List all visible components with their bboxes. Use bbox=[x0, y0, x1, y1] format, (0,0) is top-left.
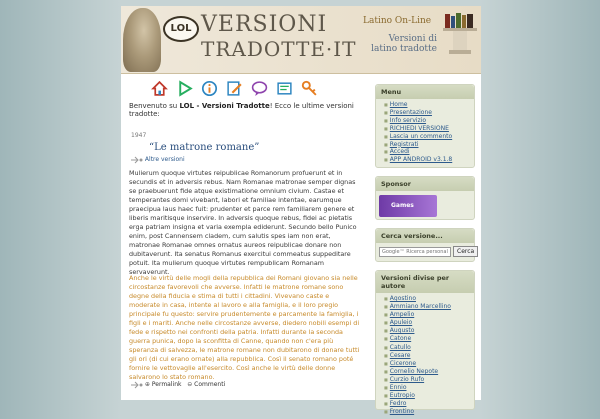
author-item[interactable]: ■ Cesare bbox=[384, 352, 470, 360]
document-icon[interactable] bbox=[276, 80, 293, 97]
post-number: 1947 bbox=[131, 132, 147, 139]
menu-item-commento[interactable]: ■ Lascia un commento bbox=[384, 133, 470, 141]
search-row bbox=[376, 243, 474, 260]
menu-item-registrati[interactable]: ■ Registrati bbox=[384, 141, 470, 149]
permalink-icon: ⊕ bbox=[144, 381, 150, 388]
search-button[interactable]: Cerca bbox=[453, 246, 478, 257]
post-footer bbox=[131, 381, 225, 388]
author-item[interactable]: ■ Agostino bbox=[384, 295, 470, 303]
comments-link[interactable]: Commenti bbox=[194, 381, 226, 388]
tagline-line2: latino tradotte bbox=[371, 44, 437, 54]
nav-icon-bar bbox=[151, 80, 318, 98]
menu-list bbox=[376, 99, 474, 167]
lol-logo-badge[interactable]: LOL bbox=[163, 16, 199, 42]
author-item[interactable]: ■ Augusto bbox=[384, 327, 470, 335]
sponsor-title: Sponsor bbox=[376, 177, 474, 191]
author-item[interactable]: ■ Ammiano Marcellino bbox=[384, 303, 470, 311]
menu-item-accedi[interactable]: ■ Accedi bbox=[384, 148, 470, 156]
site-title-line1[interactable]: VERSIONI bbox=[201, 12, 328, 37]
bust-image bbox=[123, 8, 161, 72]
menu-item-home[interactable]: ■ Home bbox=[384, 101, 470, 109]
author-item[interactable]: ■ Cornelio Nepote bbox=[384, 368, 470, 376]
chat-icon[interactable] bbox=[251, 80, 268, 97]
latin-text: Mulierum quoque virtutes reipublicae Romanorum profuerunt et in secundis et in adversis rebus. Nam Romanae matronae semper dignas se praebuerunt fide atque existimatione omnium civium. Castae et temperantes domi vivebant, labori et familiae intentae, earumque praecipua laus haec fuit: prudenter et parce rem familiarem genere et liberis maritisque inservire. In adversis quoque rebus, fidei ac pietatis erga patriam insigna et varia exempla ediderunt. Secundo bello Punico enim, post Cannensem cladem, cum salutis spes iam non erat, matronae Romanae omnes ornatus aureos reipublicae donare non dubitaverunt. Ita senatus Romanus exercitui commeatus suppeditare potuit. Ita mulierum quoque virtutes rempublicam Romanam servaverunt. bbox=[129, 169, 357, 276]
authors-box bbox=[375, 270, 475, 416]
authors-title: Versioni divise per autore bbox=[376, 271, 474, 293]
post-category-line bbox=[131, 156, 185, 163]
books-column-icon bbox=[443, 12, 477, 54]
site-header bbox=[121, 6, 481, 74]
welcome-message bbox=[129, 102, 361, 118]
author-item[interactable]: ■ Curzio Rufo bbox=[384, 376, 470, 384]
post-category-link[interactable]: Altre versioni bbox=[144, 156, 185, 163]
welcome-suffix: ! Ecco le ultime versioni tradotte: bbox=[129, 102, 354, 118]
welcome-prefix: Benvenuto su bbox=[129, 102, 180, 110]
menu-item-richiedi[interactable]: ■ RICHIEDI VERSIONE bbox=[384, 125, 470, 133]
authors-list bbox=[376, 293, 474, 419]
site-title-line2[interactable]: TRADOTTE·IT bbox=[201, 37, 357, 61]
games-banner[interactable]: Games bbox=[379, 195, 437, 217]
menu-title: Menu bbox=[376, 85, 474, 99]
post-title[interactable]: “Le matrone romane” bbox=[149, 142, 260, 153]
menu-item-app[interactable]: ■ APP ANDROID v3.1.8 bbox=[384, 156, 470, 164]
author-item[interactable]: ■ Frontino bbox=[384, 408, 470, 416]
author-item[interactable]: ■ Apuleio bbox=[384, 319, 470, 327]
page bbox=[121, 6, 481, 416]
author-item[interactable]: ■ Eutropio bbox=[384, 392, 470, 400]
welcome-site-name: LOL - Versioni Tradotte bbox=[179, 102, 270, 110]
search-box bbox=[375, 228, 475, 262]
search-title: Cerca versione... bbox=[376, 229, 474, 243]
author-item[interactable]: ■ Ampelio bbox=[384, 311, 470, 319]
menu-box bbox=[375, 84, 475, 168]
author-item[interactable]: ■ Catullo bbox=[384, 344, 470, 352]
italian-translation: Anche le virtù delle mogli della repubblica dei Romani giovano sia nelle circostanze favorevoli che avverse. Infatti le matrone romane sono degne della fiducia e stima di tutti i cittadini. Vivevano caste e moderate in casa, intente al lavoro e alla famiglia, e il loro pregio principale fu questo: servire prudentemente e parcamente la famiglia, i figli e i mariti. Anche nelle circostanze avverse, diedero nobili esempi di fede e rispetto nei confronti della patria. Infatti durante la seconda guerra punica, dopo la sconfitta di Canne, quando non c'era più speranza di salvezza, le matrone romane non dubitarono di donare tutti gli ori (di cui erano ornate) alla repubblica. Così il senato romano poté fornire le vettovaglie all'esercito. Così anche le virtù delle donne salvarono lo stato romano. bbox=[129, 274, 360, 381]
info-icon[interactable] bbox=[201, 80, 218, 97]
search-input[interactable] bbox=[379, 247, 451, 257]
author-item[interactable]: ■ Cicerone bbox=[384, 360, 470, 368]
main-content bbox=[129, 102, 361, 388]
category-icon bbox=[131, 157, 143, 163]
author-item[interactable]: ■ Ennio bbox=[384, 384, 470, 392]
comments-icon: ⊖ bbox=[187, 381, 193, 388]
author-item[interactable]: ■ Catone bbox=[384, 335, 470, 343]
menu-item-presentazione[interactable]: ■ Presentazione bbox=[384, 109, 470, 117]
key-icon[interactable] bbox=[301, 80, 318, 97]
home-icon[interactable] bbox=[151, 80, 168, 97]
sponsor-box bbox=[375, 176, 475, 220]
arrow-icon bbox=[131, 382, 143, 388]
author-item[interactable]: ■ Fedro bbox=[384, 400, 470, 408]
play-icon[interactable] bbox=[176, 80, 193, 97]
latino-online-label: Latino On-Line bbox=[363, 16, 432, 26]
permalink-link[interactable]: Permalink bbox=[151, 381, 182, 388]
edit-icon[interactable] bbox=[226, 80, 243, 97]
tagline-line1: Versioni di bbox=[388, 34, 437, 44]
menu-item-info[interactable]: ■ Info servizio bbox=[384, 117, 470, 125]
